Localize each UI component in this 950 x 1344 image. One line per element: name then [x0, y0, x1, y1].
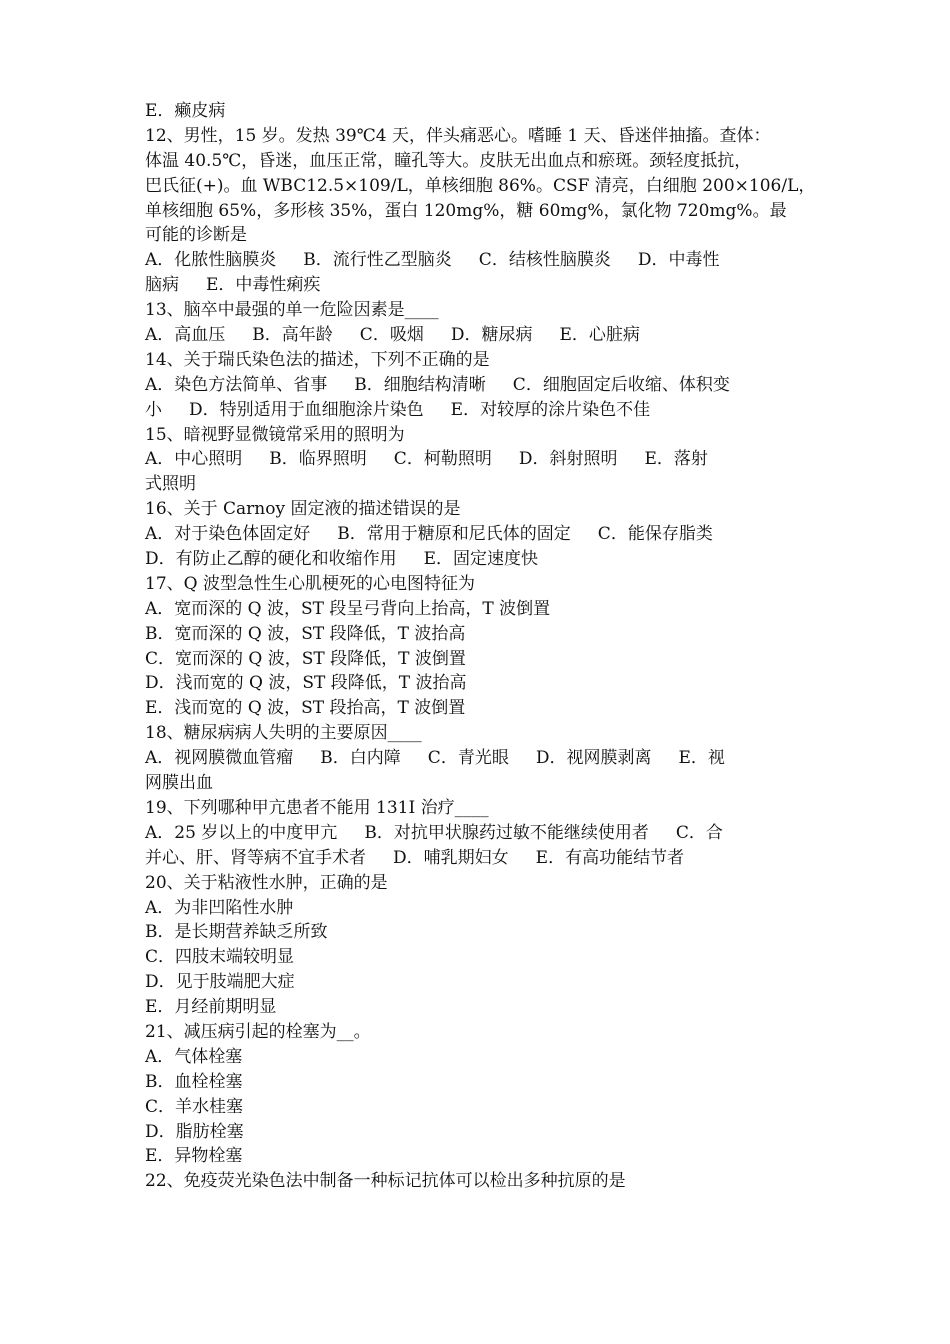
text-line: A．化脓性脑膜炎 B．流行性乙型脑炎 C．结核性脑膜炎 D．中毒性 — [145, 250, 720, 271]
text-line: C．羊水桂塞 — [145, 1096, 244, 1117]
text-line: A．宽而深的 Q 波，ST 段呈弓背向上抬高，T 波倒置 — [145, 598, 551, 619]
text-line: 18、糖尿病病人失明的主要原因____ — [145, 723, 422, 744]
text-line: 13、脑卒中最强的单一危险因素是____ — [145, 300, 439, 321]
text-line: E．月经前期明显 — [145, 997, 277, 1018]
text-line: B．血栓栓塞 — [145, 1071, 243, 1092]
text-line: 可能的诊断是 — [145, 225, 247, 246]
text-line: 12、男性，15 岁。发热 39℃4 天，伴头痛恶心。嗜睡 1 天、昏迷伴抽搐。查体： — [145, 125, 771, 146]
text-line: 巴氏征(+)。血 WBC12.5×109/L，单核细胞 86%。CSF 清亮，白细胞 200×106/L， — [145, 175, 816, 196]
text-line: 19、下列哪种甲亢患者不能用 131I 治疗____ — [145, 797, 489, 818]
text-line: 小 D．特别适用于血细胞涂片染色 E．对较厚的涂片染色不佳 — [145, 399, 651, 420]
text-line: E．癞皮病 — [145, 101, 226, 121]
text-line: 并心、肝、肾等病不宜手术者 D．哺乳期妇女 E．有高功能结节者 — [145, 847, 685, 868]
text-line: A．气体栓塞 — [145, 1046, 243, 1067]
text-line: E．浅而宽的 Q 波，ST 段抬高，T 波倒置 — [145, 698, 466, 719]
document-body — [145, 99, 816, 1194]
text-line: A．视网膜微血管瘤 B．白内障 C．青光眼 D．视网膜剥离 E．视 — [145, 748, 725, 769]
text-line: B．宽而深的 Q 波，ST 段降低，T 波抬高 — [145, 623, 466, 644]
text-line: C．宽而深的 Q 波，ST 段降低，T 波倒置 — [145, 648, 466, 669]
text-line: C．四肢末端较明显 — [145, 947, 295, 968]
text-line: 脑病 E．中毒性痢疾 — [145, 275, 321, 296]
text-line: D．脂肪栓塞 — [145, 1121, 244, 1142]
text-line: A．染色方法简单、省事 B．细胞结构清晰 C．细胞固定后收缩、体积变 — [145, 374, 730, 395]
text-line: 体温 40.5℃，昏迷，血压正常，瞳孔等大。皮肤无出血点和瘀斑。颈轻度抵抗， — [145, 150, 752, 171]
text-line: A．中心照明 B．临界照明 C．柯勒照明 D．斜射照明 E．落射 — [145, 449, 708, 470]
text-line: A．高血压 B．高年龄 C．吸烟 D．糖尿病 E．心脏病 — [145, 325, 640, 346]
text-line: 15、暗视野显微镜常采用的照明为 — [145, 424, 405, 445]
text-line: 单核细胞 65%，多形核 35%，蛋白 120mg%，糖 60mg%，氯化物 720mg%。最 — [145, 200, 787, 221]
text-line: 17、Q 波型急性生心肌梗死的心电图特征为 — [145, 573, 475, 594]
text-line: D．见于肢端肥大症 — [145, 972, 295, 993]
text-line: E．异物栓塞 — [145, 1146, 243, 1167]
text-line: 式照明 — [145, 474, 196, 495]
text-line: A．为非凹陷性水肿 — [145, 897, 294, 918]
text-line: D．浅而宽的 Q 波，ST 段降低，T 波抬高 — [145, 673, 467, 694]
text-line: A．对于染色体固定好 B．常用于糖原和尼氏体的固定 C．能保存脂类 — [145, 524, 713, 545]
text-line: D．有防止乙醇的硬化和收缩作用 E．固定速度快 — [145, 549, 539, 570]
text-line: B．是长期营养缺乏所致 — [145, 922, 328, 943]
text-line: 14、关于瑞氏染色法的描述，下列不正确的是 — [145, 349, 490, 370]
text-line: A．25 岁以上的中度甲亢 B．对抗甲状腺药过敏不能继续使用者 C．合 — [145, 822, 723, 843]
text-line: 20、关于粘液性水肿，正确的是 — [145, 872, 388, 893]
text-line: 16、关于 Carnoy 固定液的描述错误的是 — [145, 499, 461, 520]
text-line: 网膜出血 — [145, 773, 213, 794]
text-line: 21、减压病引起的栓塞为__。 — [145, 1021, 371, 1042]
text-line: 22、免疫荧光染色法中制备一种标记抗体可以检出多种抗原的是 — [145, 1171, 626, 1192]
